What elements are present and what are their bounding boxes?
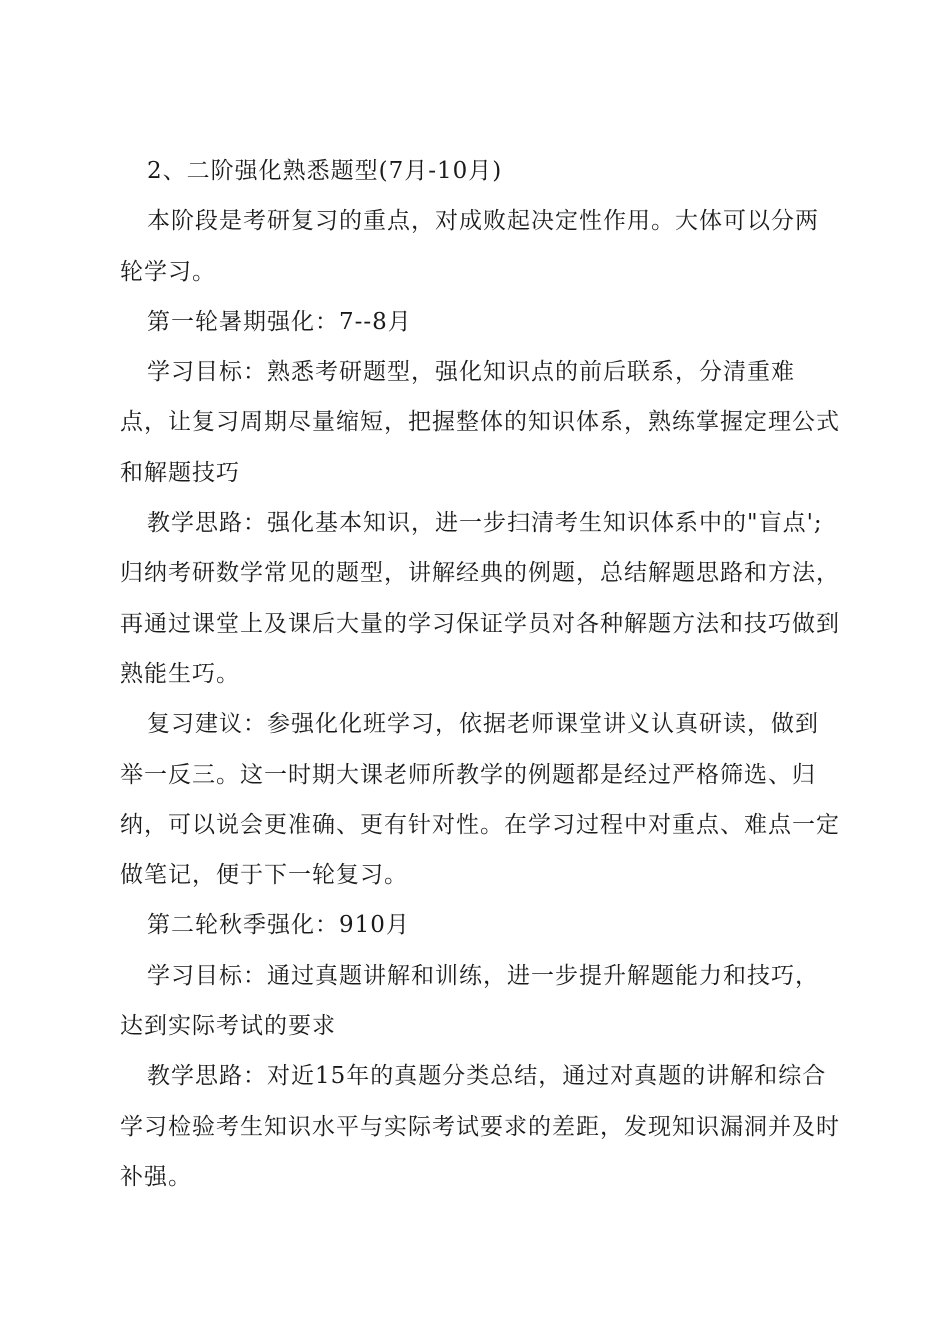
section-heading: 2、二阶强化熟悉题型(7月-10月) <box>147 158 503 184</box>
round-one-goal: 学习目标：熟悉考研题型，强化知识点的前后联系，分清重难点，让复习周期尽量缩短，把握整体的知识体系，熟练掌握定理公式和解题技巧 <box>120 359 840 486</box>
paragraph-stage-intro: 本阶段是考研复习的重点，对成败起决定性作用。大体可以分两轮学习。 <box>120 208 819 285</box>
round-two-heading: 第二轮秋季强化：910月 <box>147 912 410 939</box>
round-one-teaching: 教学思路：强化基本知识，进一步扫清考生知识体系中的"盲点';归纳考研数学常见的题型，讲解经典的例题，总结解题思路和方法，再通过课堂上及课后大量的学习保证学员对各种解题方法和技巧做到熟能生巧。 <box>120 510 840 687</box>
round-two-goal: 学习目标：通过真题讲解和训练，进一步提升解题能力和技巧，达到实际考试的要求 <box>120 962 819 1040</box>
round-two-teaching: 教学思路：对近15年的真题分类总结，通过对真题的讲解和综合学习检验考生知识水平与实际考试要求的差距，发现知识漏洞并及时补强。 <box>120 1063 840 1190</box>
document-body <box>120 146 840 1202</box>
round-one-advice: 复习建议：参强化化班学习，依据老师课堂讲义认真研读，做到举一反三。这一时期大课老师所教学的例题都是经过严格筛选、归纳，可以说会更准确、更有针对性。在学习过程中对重点、难点一定做笔记，便于下一轮复习。 <box>120 711 840 889</box>
round-one-heading: 第一轮暑期强化：7--8月 <box>147 308 412 335</box>
